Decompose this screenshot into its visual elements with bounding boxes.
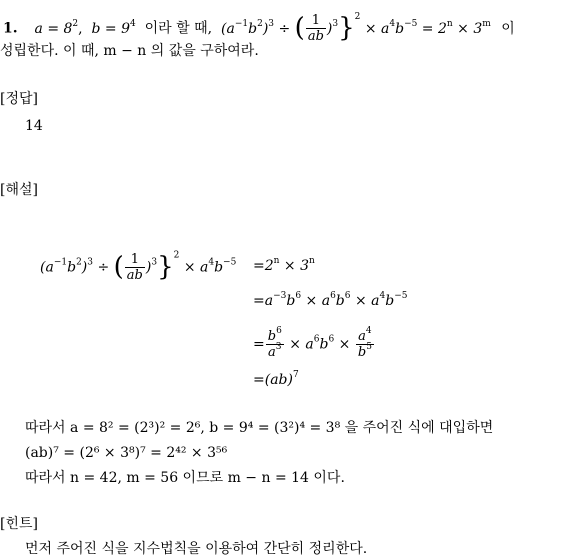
- hint-heading: [힌트]: [0, 516, 38, 532]
- problem-number: 1.: [3, 20, 18, 37]
- solution-paragraph-1: 따라서 a = 8² = (2³)² = 2⁶, b = 9⁴ = (3²)⁴ = 3⁸ 을 주어진 식에 대입하면: [25, 420, 494, 436]
- solution-paragraph-2: (ab)⁷ = (2⁶ × 3⁸)⁷ = 2⁴² × 3⁵⁶: [25, 445, 228, 461]
- derivation-rhs-4: =(ab)$^7$: [253, 370, 299, 388]
- problem-line-1: [3, 11, 515, 44]
- problem-line-2: [0, 42, 259, 60]
- given-connector: 이라 할 때,: [140, 20, 217, 37]
- derivation-rhs-1: $=2^n \times 3^n$: [253, 256, 315, 274]
- solution-paragraph-3: 따라서 n = 42, m = 56 이므로 m − n = 14 이다.: [25, 470, 345, 486]
- hint-text: 먼저 주어진 식을 지수법칙을 이용하여 간단히 정리한다.: [25, 541, 368, 557]
- problem-line1-suffix: 이: [501, 20, 515, 37]
- problem-equation: $(a^{-1}b^2)^3$ ÷ ( $\frac{1}{ab}$ )$^3\}^2 \times a^4b^{-5} = 2^n \times 3^m$: [221, 11, 491, 44]
- solution-heading: [해설]: [0, 182, 38, 198]
- problem-question: 성립한다. 이 때, m − n 의 값을 구하여라.: [0, 43, 259, 59]
- derivation-line-1: $(a^{-1}b^2)^3$ ÷ ( $\frac{1}{ab}$ )$^3\}^2 \times a^4b^{-5}$: [40, 250, 237, 283]
- answer-heading: [정답]: [0, 91, 38, 107]
- given-values: $a = 8^2$, $b = 9^4$: [34, 18, 136, 37]
- derivation-rhs-2: $=a^{-3}b^6 \times a^6b^6 \times a^4b^{-5}$: [253, 291, 408, 309]
- answer-value: 14: [25, 118, 43, 134]
- derivation-rhs-3: = $\frac{b^6}{a^3}$ × $a^6b^6$ × $\frac{a^4}{b^5}$: [253, 326, 372, 360]
